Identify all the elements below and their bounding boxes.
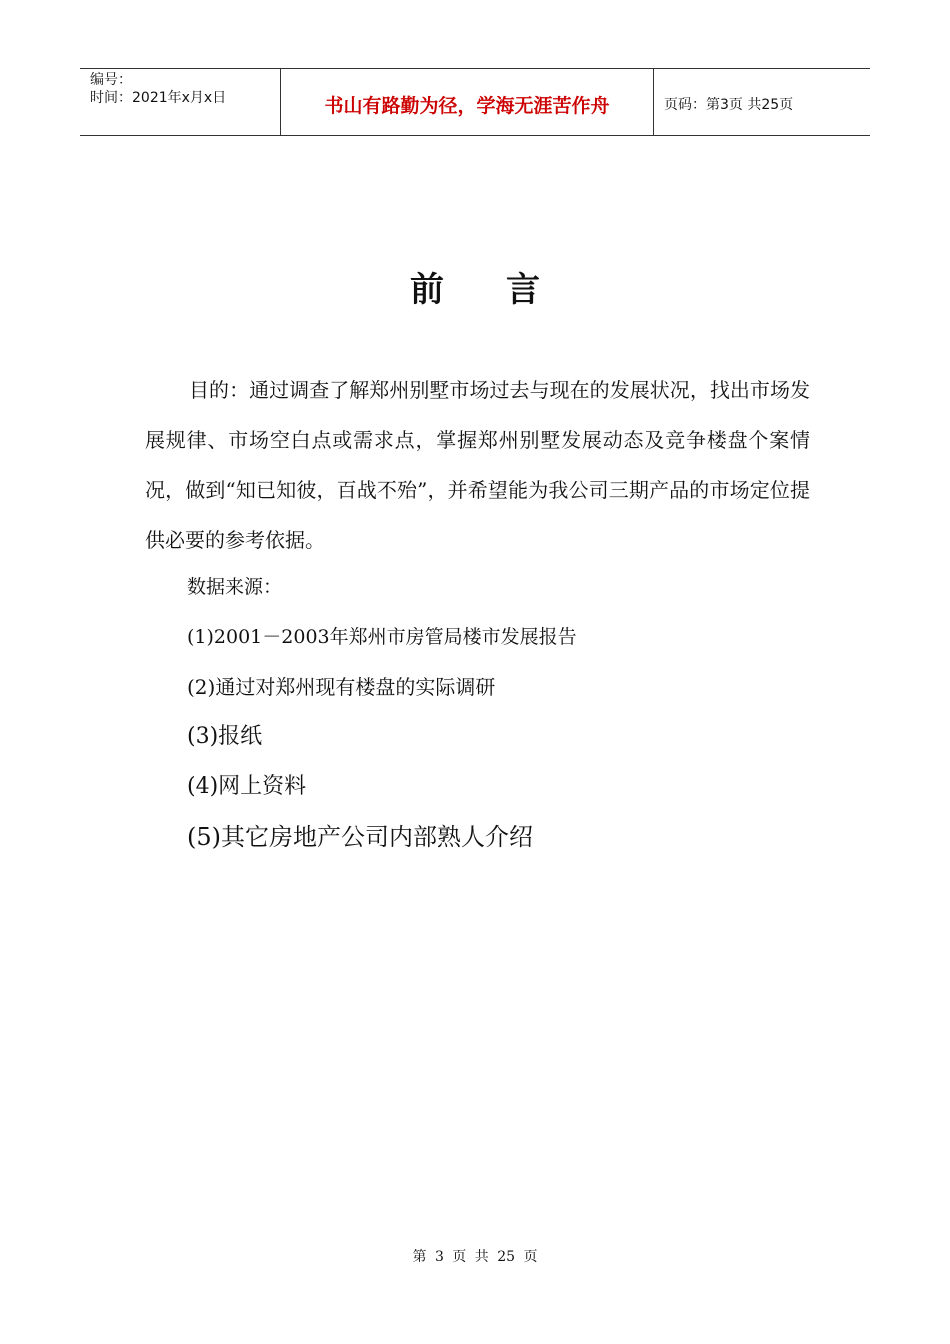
page-footer: 第 3 页 共 25 页 [412,1249,538,1265]
page-title: 前言 [410,270,602,310]
list-item: (4)网上资料 [187,774,307,799]
document-number-label: 编号： [90,72,132,88]
list-item: (5)其它房地产公司内部熟人介绍 [187,823,533,851]
list-item: (1)2001－2003年郑州市房管局楼市发展报告 [187,626,577,648]
purpose-paragraph: 目的：通过调查了解郑州别墅市场过去与现在的发展状况，找出市场发展规律、市场空白点或需求点，掌握郑州别墅发展动态及竞争楼盘个案情况，做到“知已知彼，百战不殆”，并希望能为我公司三期产品的市场定位提供必要的参考依据。 [145,378,810,552]
sources-list [187,562,827,862]
list-item: (2)通过对郑州现有楼盘的实际调研 [187,675,496,699]
list-item: (3)报纸 [187,724,263,749]
document-time-label: 时间：2021年x月x日 [90,90,227,106]
header-page-info: 页码：第3页 共25页 [664,97,794,113]
header-motto: 书山有路勤为径，学海无涯苦作舟 [281,69,654,135]
header-meta [80,69,281,135]
sources-label: 数据来源： [187,576,283,598]
page-header [80,68,870,136]
